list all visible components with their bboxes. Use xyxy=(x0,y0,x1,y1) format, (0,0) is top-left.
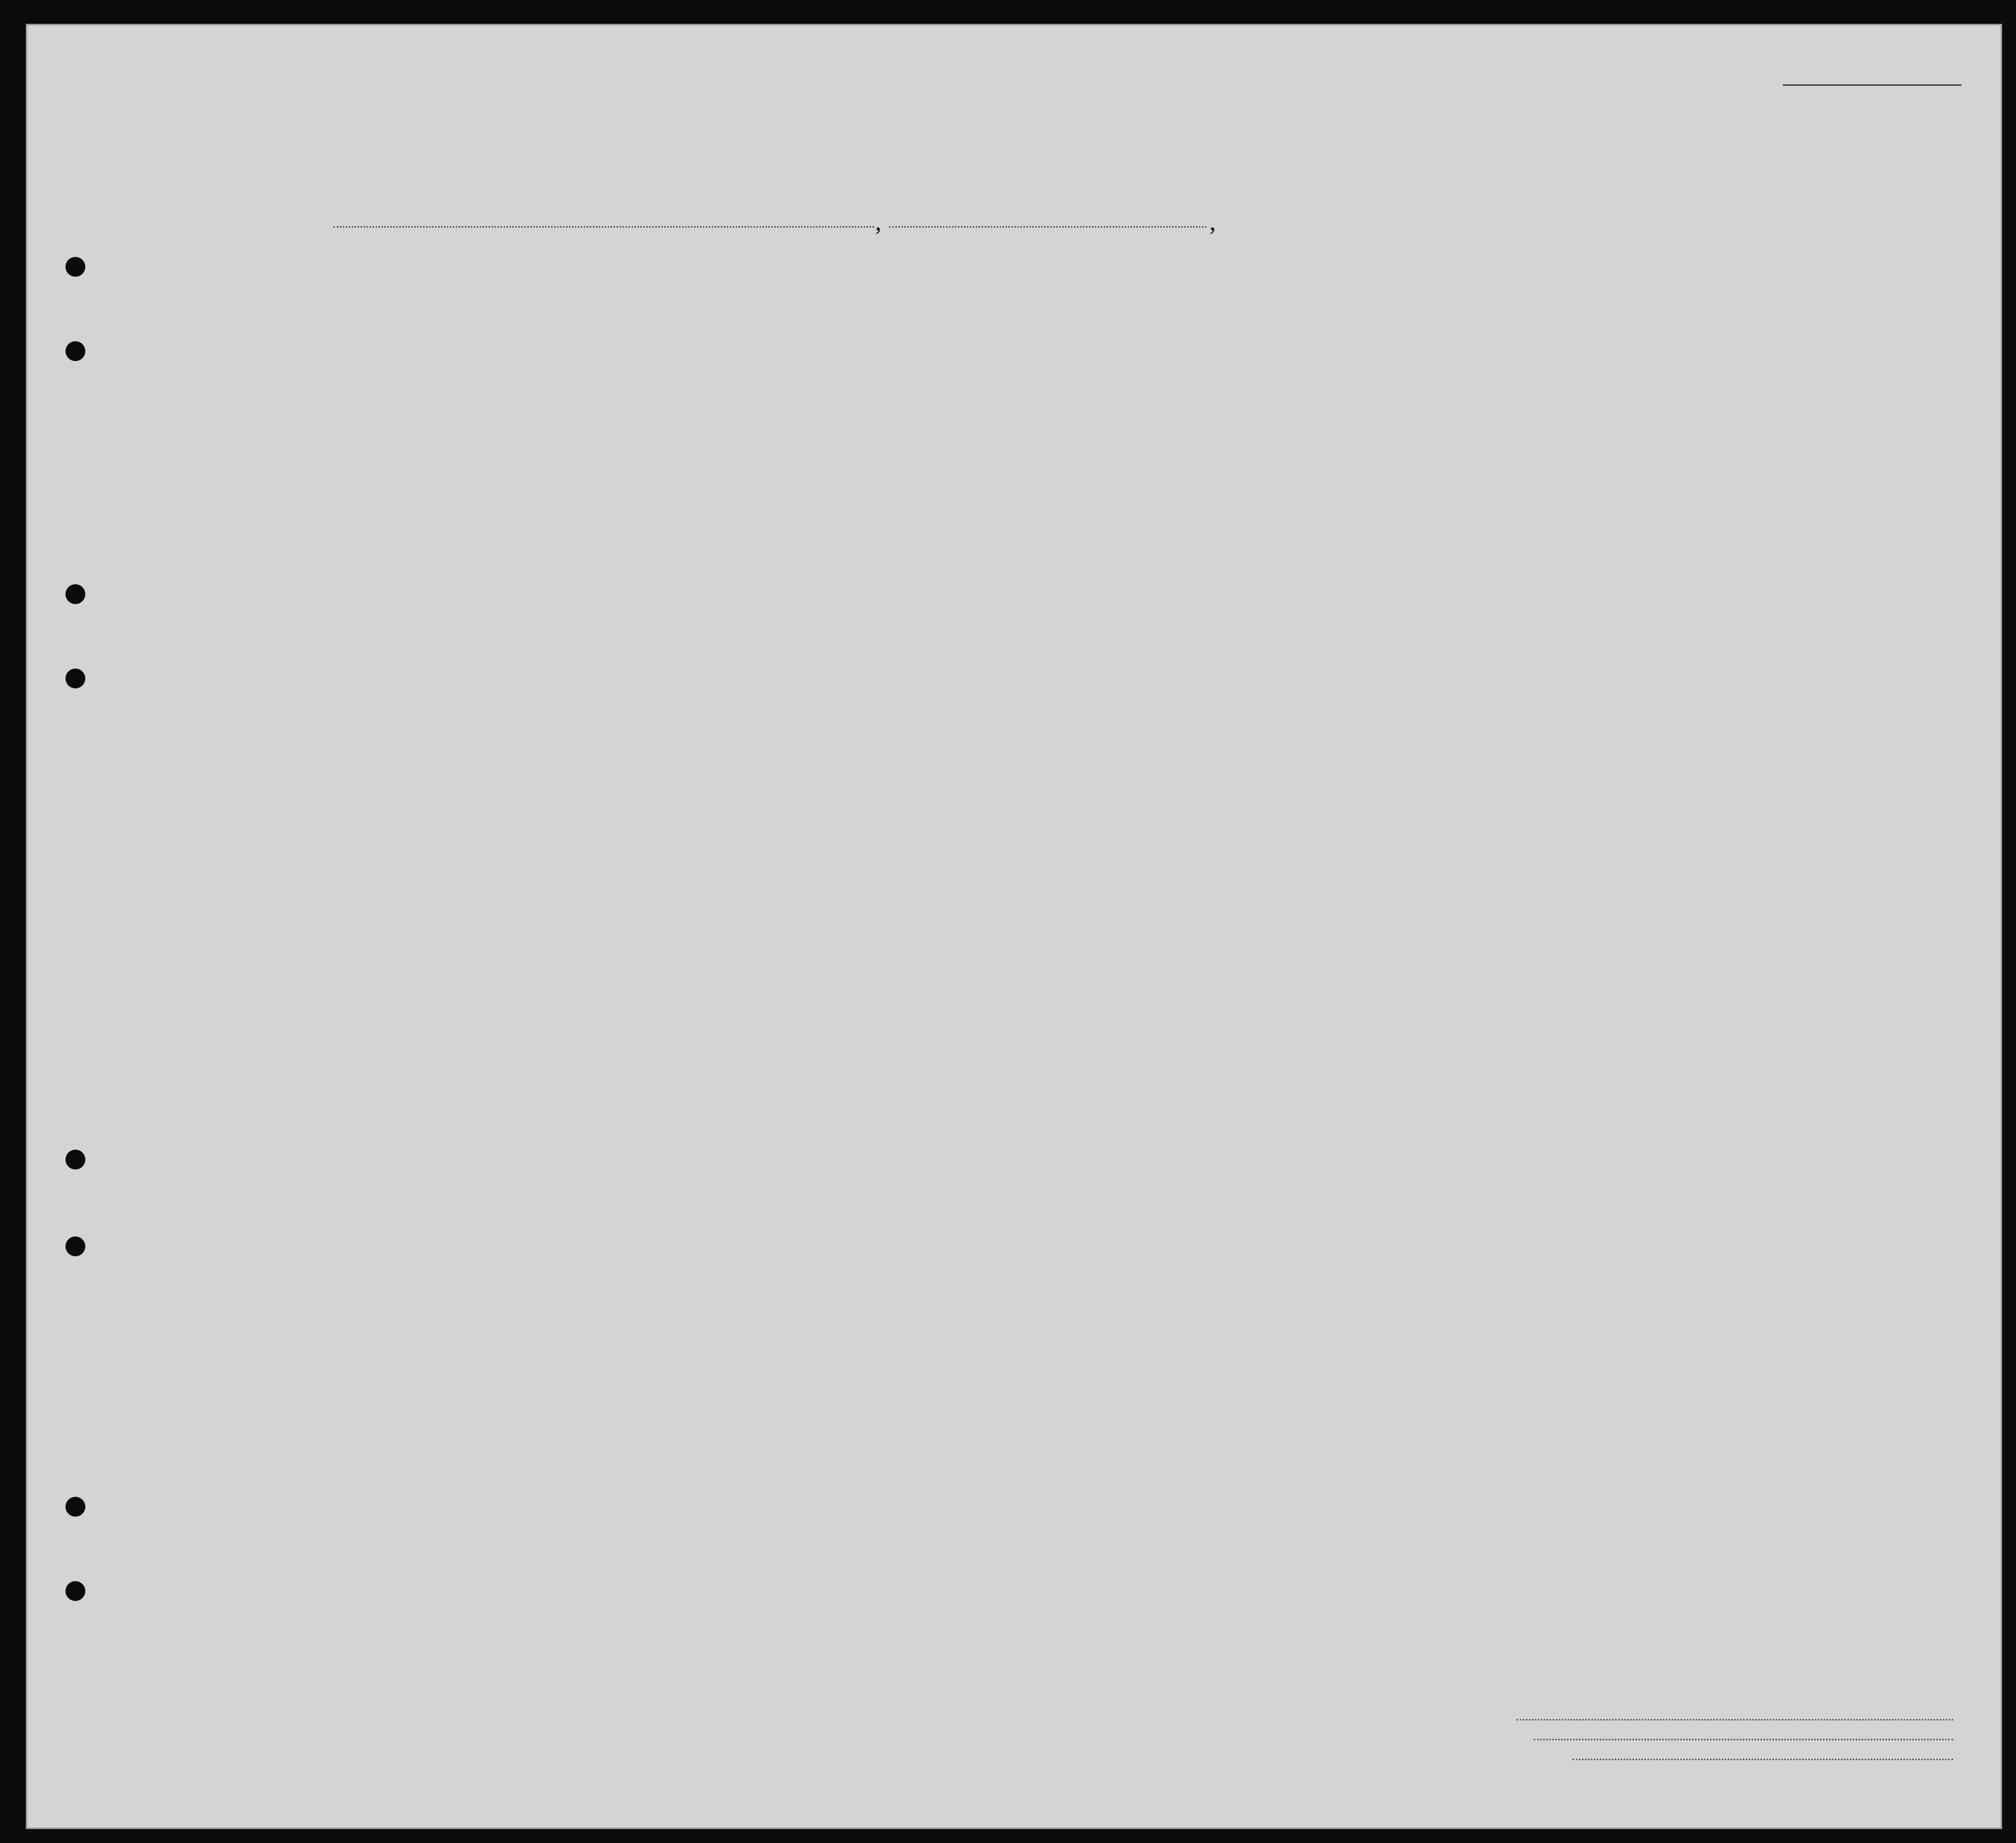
binder-hole xyxy=(65,257,85,277)
binder-hole xyxy=(65,1497,85,1517)
header-c21 xyxy=(696,296,721,434)
comma-2: , xyxy=(1209,208,1216,236)
line-field xyxy=(1516,1719,1953,1720)
binder-hole xyxy=(65,1150,85,1169)
header-c30 xyxy=(1489,309,1509,438)
header-c28 xyxy=(1390,309,1444,438)
header-c24-c xyxy=(1260,341,1290,440)
header-c26 xyxy=(1337,311,1357,435)
agents-field xyxy=(1573,1759,1953,1760)
binder-hole xyxy=(65,584,85,604)
binder-hole xyxy=(65,341,85,361)
binder-hole xyxy=(65,669,85,688)
header-c25 xyxy=(1300,309,1333,438)
owners-field xyxy=(1534,1739,1953,1740)
header-c24-a xyxy=(1187,341,1216,440)
manifest-grid xyxy=(26,24,2002,1829)
header-c31 xyxy=(1511,309,1531,438)
manifest-sheet xyxy=(26,24,2002,1829)
comma: , xyxy=(875,208,882,236)
header-c24-b xyxy=(1222,341,1252,440)
header-c29 xyxy=(1449,309,1489,438)
header-c34-inches xyxy=(1686,406,1701,445)
header-c34-feet xyxy=(1661,416,1676,445)
header-c27 xyxy=(1365,311,1385,435)
header-c19 xyxy=(567,292,599,435)
binder-hole xyxy=(65,1236,85,1256)
binder-hole xyxy=(65,1581,85,1601)
